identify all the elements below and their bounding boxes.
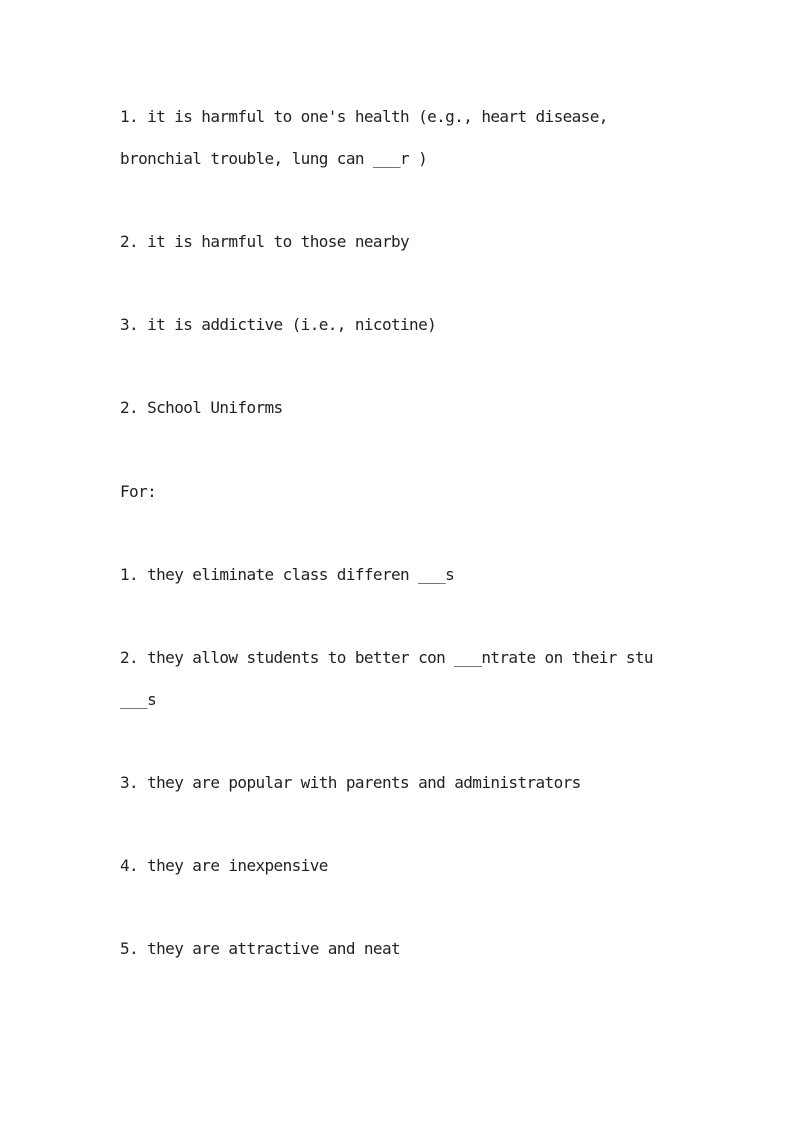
- text-line-attractive-neat: 5. they are attractive and neat: [120, 939, 401, 958]
- subheading-for: For:: [120, 482, 157, 501]
- text-line-harmful-nearby: 2. it is harmful to those nearby: [120, 232, 410, 251]
- text-line-addictive: 3. it is addictive (i.e., nicotine): [120, 315, 437, 334]
- text-line-inexpensive: 4. they are inexpensive: [120, 856, 328, 875]
- text-line-harmful-health: 1. it is harmful to one's health (e.g., heart disease,: [120, 107, 608, 126]
- text-line-popular: 3. they are popular with parents and administrators: [120, 773, 581, 792]
- text-line-concentrate-studies: 2. they allow students to better con ___ntrate on their stu: [120, 648, 653, 667]
- text-line-concentrate-studies-cont: ___s: [120, 690, 157, 709]
- text-line-eliminate-class: 1. they eliminate class differen ___s: [120, 565, 455, 584]
- text-line-bronchial-trouble: bronchial trouble, lung can ___r ): [120, 149, 428, 168]
- section-heading-school-uniforms: 2. School Uniforms: [120, 398, 283, 417]
